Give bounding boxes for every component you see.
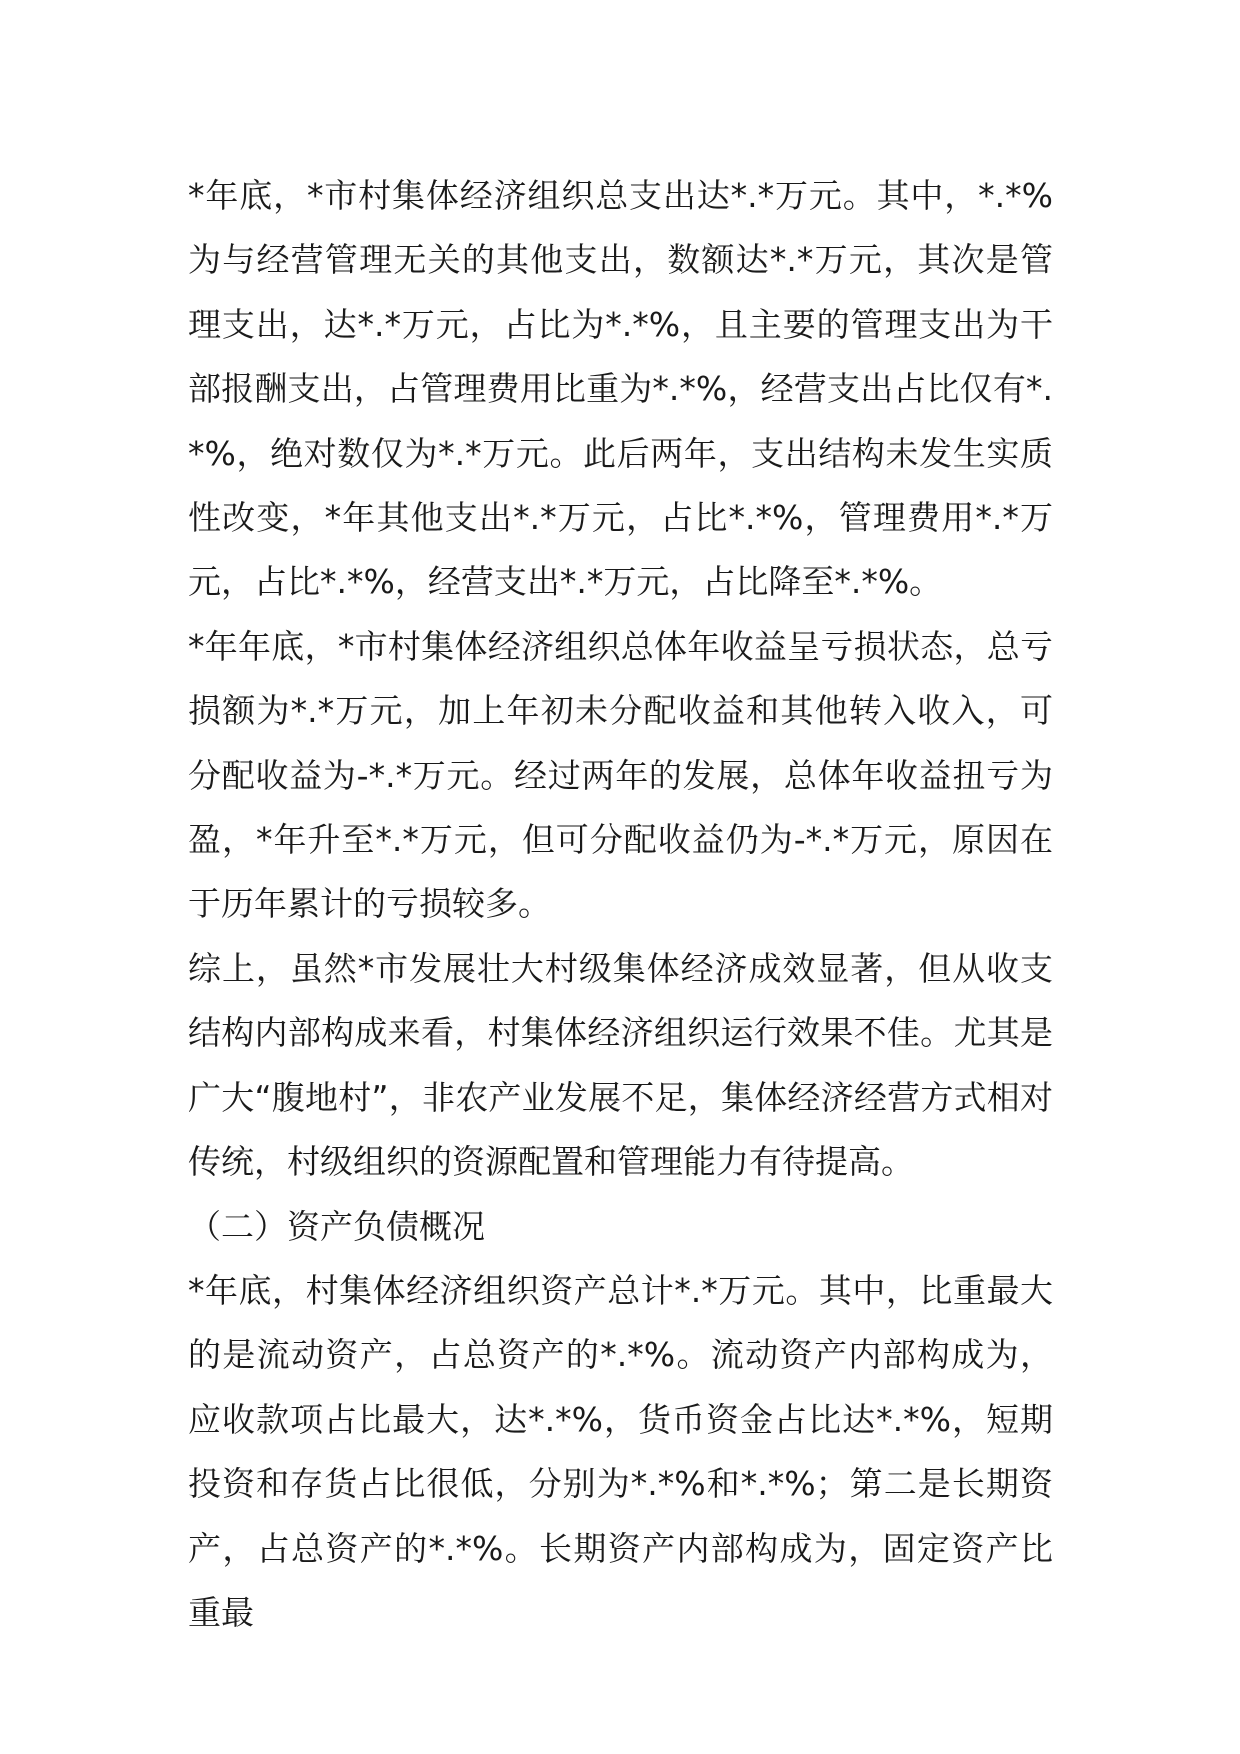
paragraph-summary: 综上，虽然*市发展壮大村级集体经济成效显著，但从收支结构内部构成来看，村集体经济组织运行效果不佳。尤其是广大“腹地村”，非农产业发展不足，集体经济经营方式相对传统，村级组织的资源配置和管理能力有待提高。 — [188, 948, 1053, 1182]
paragraph-income: *年年底，*市村集体经济组织总体年收益呈亏损状态，总亏损额为*.*万元，加上年初未分配收益和其他转入收入，可分配收益为-*.*万元。经过两年的发展，总体年收益扭亏为盈，*年升至*.*万元，但可分配收益仍为-*.*万元，原因在于历年累计的亏损较多。 — [188, 626, 1053, 924]
document-body — [188, 164, 1053, 1645]
section-heading: （二）资产负债概况 — [188, 1206, 485, 1246]
paragraph-assets: *年底，村集体经济组织资产总计*.*万元。其中，比重最大的是流动资产，占总资产的*.*%。流动资产内部构成为，应收款项占比最大，达*.*%，货币资金占比达*.*%，短期投资和存货占比很低，分别为*.*%和*.*%；第二是长期资产，占总资产的*.*%。长期资产内部构成为，固定资产比重最 — [188, 1270, 1053, 1632]
paragraph-expenditure: *年底，*市村集体经济组织总支出达*.*万元。其中，*.*%为与经营管理无关的其他支出，数额达*.*万元，其次是管理支出，达*.*万元，占比为*.*%，且主要的管理支出为干部报酬支出，占管理费用比重为*.*%，经营支出占比仅有*.*%，绝对数仅为*.*万元。此后两年，支出结构未发生实质性改变，*年其他支出*.*万元，占比*.*%，管理费用*.*万元，占比*.*%，经营支出*.*万元，占比降至*.*%。 — [188, 176, 1053, 602]
